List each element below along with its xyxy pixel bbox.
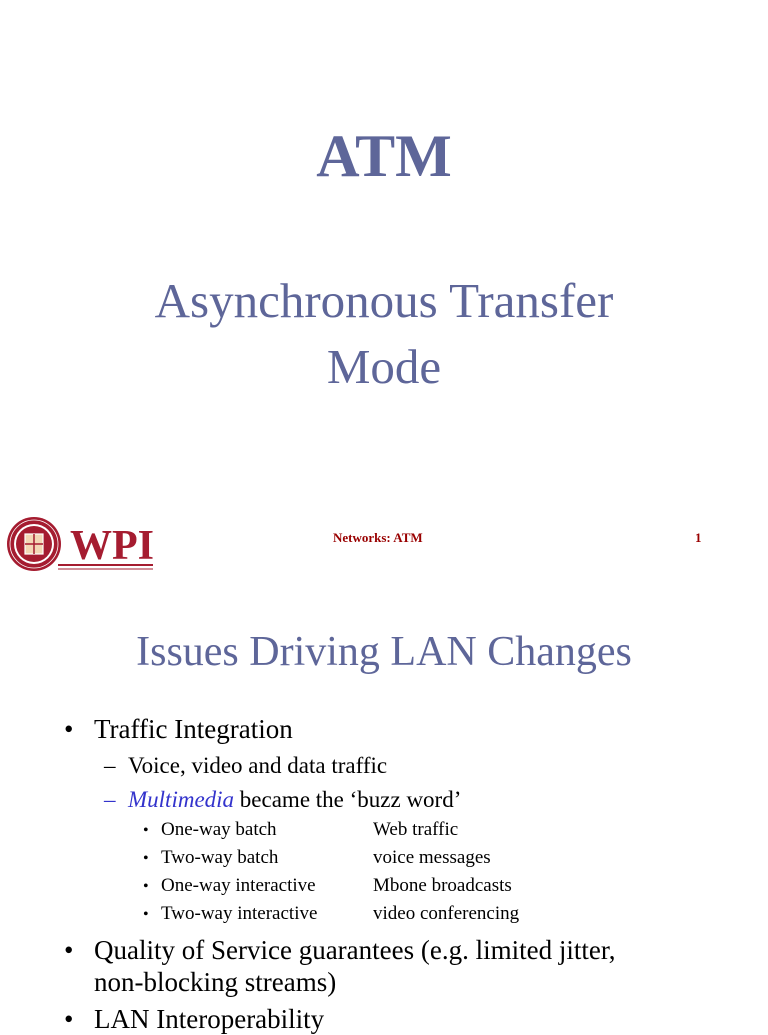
- row-value: voice messages: [373, 847, 491, 868]
- subtitle-line-1: Asynchronous Transfer: [154, 273, 614, 328]
- table-row: [143, 818, 459, 843]
- page-number: 1: [695, 530, 702, 545]
- table-row: [143, 846, 491, 871]
- sub-bullet-text: Voice, video and data traffic: [128, 753, 388, 778]
- row-label: Two-way batch: [161, 847, 279, 868]
- sub-bullet-multimedia: [104, 786, 461, 814]
- bullet-icon: •: [143, 906, 149, 923]
- wpi-logo: [6, 515, 154, 573]
- logo-text: WPI: [70, 523, 154, 569]
- bullet-icon: •: [64, 1004, 74, 1034]
- subtitle-line-2: Mode: [326, 339, 442, 394]
- sub-bullet-voice: [104, 752, 387, 780]
- slide-2-title: Issues Driving LAN Changes: [136, 629, 632, 675]
- row-value: Web traffic: [373, 819, 459, 840]
- bullet-text: Quality of Service guarantees (e.g. limited jitter,: [94, 935, 616, 965]
- dash-icon: –: [104, 787, 116, 812]
- bullet-icon: •: [143, 850, 149, 867]
- footer-title: Networks: ATM: [333, 530, 423, 545]
- multimedia-term: Multimedia: [128, 787, 235, 812]
- row-value: video conferencing: [373, 903, 520, 924]
- bullet-icon: •: [143, 878, 149, 895]
- sub-bullet-text: became the ‘buzz word’: [234, 787, 462, 812]
- slide-title: ATM: [316, 123, 452, 189]
- bullet-icon: •: [64, 714, 74, 744]
- table-row: [143, 874, 512, 899]
- dash-icon: –: [104, 753, 116, 778]
- bullet-text: non-blocking streams): [94, 967, 337, 997]
- bullet-text: LAN Interoperability: [94, 1004, 325, 1034]
- row-label: One-way interactive: [161, 875, 316, 896]
- bullet-icon: •: [64, 935, 74, 965]
- row-label: Two-way interactive: [161, 903, 318, 924]
- bullet-icon: •: [143, 822, 149, 839]
- table-row: [143, 902, 520, 927]
- row-label: One-way batch: [161, 819, 277, 840]
- slide-subtitle: [0, 268, 768, 400]
- row-value: Mbone broadcasts: [373, 875, 512, 896]
- bullet-text: Traffic Integration: [94, 714, 293, 744]
